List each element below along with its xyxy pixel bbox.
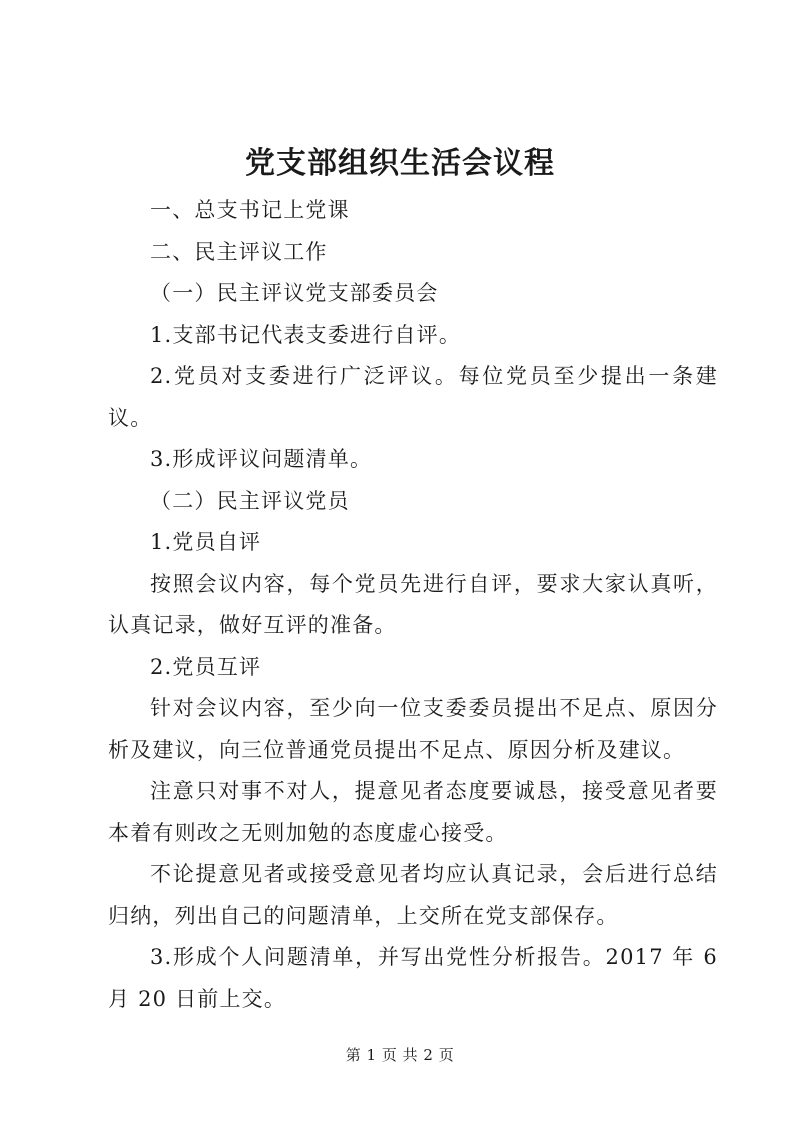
member-step-1-heading: 1.党员自评: [150, 530, 262, 554]
member-step-2-heading: 2.党员互评: [150, 654, 262, 679]
section-heading-committee-review: （一）民主评议党支部委员会: [150, 281, 439, 305]
document-body: [108, 190, 718, 1020]
document-title: 党支部组织生活会议程: [245, 146, 555, 181]
attention-note: 注意只对事不对人，提意见者态度要诚恳，接受意见者要本着有则改之无则加勉的态度虚心接受。: [108, 779, 718, 845]
agenda-item-2: 二、民主评议工作: [150, 239, 328, 264]
member-step-2-body: 针对会议内容，至少向一位支委委员提出不足点、原因分析及建议，向三位普通党员提出不足点、原因分析及建议。: [108, 696, 718, 762]
recording-note: 不论提意见者或接受意见者均应认真记录，会后进行总结归纳，列出自己的问题清单，上交所在党支部保存。: [108, 862, 718, 928]
agenda-item-1: 一、总支书记上党课: [150, 198, 350, 222]
committee-step-1: 1.支部书记代表支委进行自评。: [150, 322, 462, 347]
committee-step-2: 2.党员对支委进行广泛评议。每位党员至少提出一条建议。: [108, 364, 718, 430]
member-step-1-body: 按照会议内容，每个党员先进行自评，要求大家认真听，认真记录，做好互评的准备。: [108, 571, 718, 637]
section-heading-member-review: （二）民主评议党员: [150, 488, 350, 513]
committee-step-3: 3.形成评议问题清单。: [150, 447, 373, 471]
member-step-3: 3.形成个人问题清单，并写出党性分析报告。2017 年 6 月 20 日前上交。: [108, 945, 718, 1011]
page-number: 第 1 页 共 2 页: [345, 1046, 455, 1064]
